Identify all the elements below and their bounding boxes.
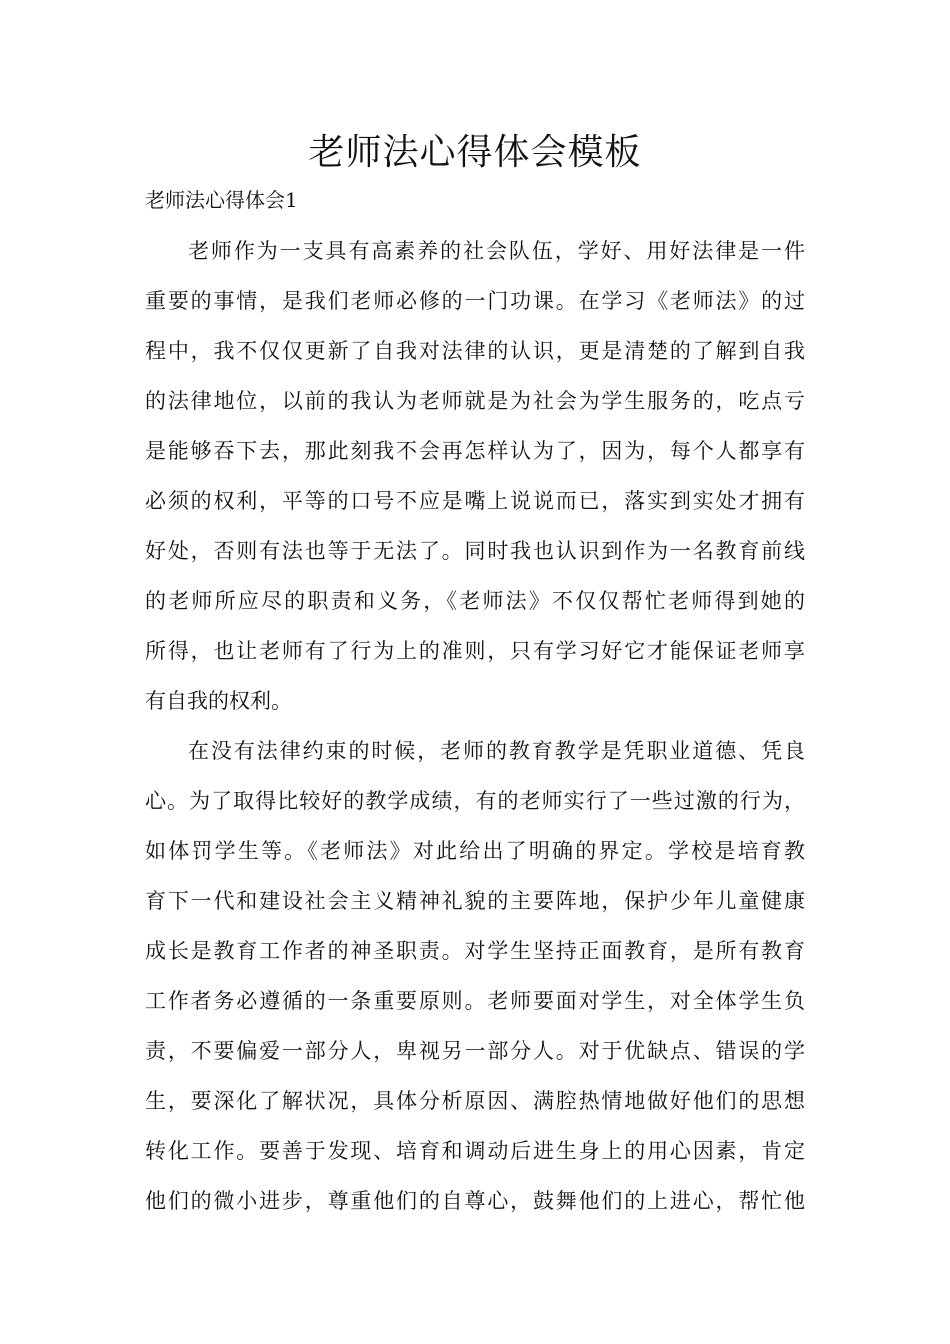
paragraph-line: 生，要深化了解状况，具体分析原因、满腔热情地做好他们的思想 [145,1089,805,1113]
paragraph-line: 重要的事情，是我们老师必修的一门功课。在学习《老师法》的过 [145,289,805,313]
paragraph-line: 老师作为一支具有高素养的社会队伍，学好、用好法律是一件 [188,239,805,263]
paragraph-line: 是能够吞下去，那此刻我不会再怎样认为了，因为，每个人都享有 [145,439,805,463]
paragraph-line: 他们的微小进步，尊重他们的自尊心，鼓舞他们的上进心，帮忙他 [145,1189,805,1213]
paragraph-line: 心。为了取得比较好的教学成绩，有的老师实行了一些过激的行为， [145,789,805,813]
paragraph-line: 在没有法律约束的时候，老师的教育教学是凭职业道德、凭良 [188,739,805,763]
paragraph-line: 必须的权利，平等的口号不应是嘴上说说而已，落实到实处才拥有 [145,489,805,513]
paragraph-line: 好处，否则有法也等于无法了。同时我也认识到作为一名教育前线 [145,539,805,563]
paragraph-line: 育下一代和建设社会主义精神礼貌的主要阵地，保护少年儿童健康 [145,889,805,913]
paragraph-line: 的法律地位，以前的我认为老师就是为社会为学生服务的，吃点亏 [145,389,805,413]
paragraph-line: 成长是教育工作者的神圣职责。对学生坚持正面教育，是所有教育 [145,939,805,963]
paragraph-line: 的老师所应尽的职责和义务，《老师法》不仅仅帮忙老师得到她的 [145,589,805,613]
paragraph-line: 如体罚学生等。《老师法》对此给出了明确的界定。学校是培育教 [145,839,805,863]
paragraph-line: 工作者务必遵循的一条重要原则。老师要面对学生，对全体学生负 [145,989,805,1013]
paragraph-line: 有自我的权利。 [145,689,292,713]
paragraph-line: 程中，我不仅仅更新了自我对法律的认识，更是清楚的了解到自我 [145,339,805,363]
document-title: 老师法心得体会模板 [308,132,642,173]
paragraph-line: 所得，也让老师有了行为上的准则，只有学习好它才能保证老师享 [145,639,805,663]
section-heading: 老师法心得体会1 [145,188,298,212]
paragraph-line: 转化工作。要善于发现、培育和调动后进生身上的用心因素，肯定 [145,1139,805,1163]
paragraph-line: 责，不要偏爱一部分人，卑视另一部分人。对于优缺点、错误的学 [145,1039,805,1063]
